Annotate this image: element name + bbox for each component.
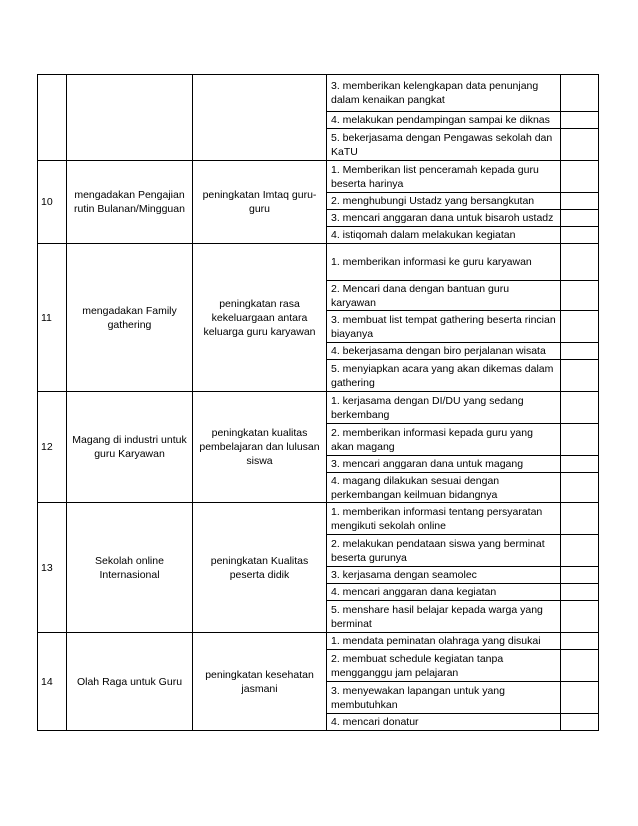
activity-cell xyxy=(67,75,193,161)
table-row xyxy=(38,392,599,424)
row-number: 14 xyxy=(38,633,67,731)
empty-cell xyxy=(561,633,599,650)
goal-cell: peningkatan kualitas pembelajaran dan lulusan siswa xyxy=(193,392,327,503)
empty-cell xyxy=(561,650,599,682)
step-cell: 4. mencari donatur xyxy=(327,714,561,731)
row-number: 10 xyxy=(38,161,67,244)
step-cell: 1. memberikan informasi tentang persyaratan mengikuti sekolah online xyxy=(327,503,561,535)
empty-cell xyxy=(561,535,599,567)
step-cell: 2. membuat schedule kegiatan tanpa mengganggu jam pelajaran xyxy=(327,650,561,682)
step-cell: 3. menyewakan lapangan untuk yang membutuhkan xyxy=(327,682,561,714)
step-cell: 2. memberikan informasi kepada guru yang akan magang xyxy=(327,424,561,456)
empty-cell xyxy=(561,75,599,112)
table-row xyxy=(38,75,599,112)
step-cell: 2. Mencari dana dengan bantuan guru karyawan xyxy=(327,281,561,311)
goal-cell xyxy=(193,75,327,161)
empty-cell xyxy=(561,584,599,601)
step-cell: 3. membuat list tempat gathering beserta rincian biayanya xyxy=(327,311,561,343)
activity-cell: Olah Raga untuk Guru xyxy=(67,633,193,731)
table-row xyxy=(38,244,599,281)
activity-cell: mengadakan Family gathering xyxy=(67,244,193,392)
step-cell: 4. mencari anggaran dana kegiatan xyxy=(327,584,561,601)
empty-cell xyxy=(561,392,599,424)
goal-cell: peningkatan rasa kekeluargaan antara keluarga guru karyawan xyxy=(193,244,327,392)
step-cell: 1. memberikan informasi ke guru karyawan xyxy=(327,244,561,281)
step-cell: 4. bekerjasama dengan biro perjalanan wisata xyxy=(327,343,561,360)
step-cell: 1. kerjasama dengan DI/DU yang sedang berkembang xyxy=(327,392,561,424)
row-number: 12 xyxy=(38,392,67,503)
empty-cell xyxy=(561,473,599,503)
empty-cell xyxy=(561,567,599,584)
step-cell: 5. menshare hasil belajar kepada warga yang berminat xyxy=(327,601,561,633)
row-number: 13 xyxy=(38,503,67,633)
goal-cell: peningkatan Imtaq guru-guru xyxy=(193,161,327,244)
empty-cell xyxy=(561,343,599,360)
step-cell: 3. kerjasama dengan seamolec xyxy=(327,567,561,584)
table-row xyxy=(38,503,599,535)
step-cell: 1. mendata peminatan olahraga yang disukai xyxy=(327,633,561,650)
empty-cell xyxy=(561,503,599,535)
step-cell: 5. bekerjasama dengan Pengawas sekolah dan KaTU xyxy=(327,129,561,161)
activity-cell: Magang di industri untuk guru Karyawan xyxy=(67,392,193,503)
activity-cell: Sekolah online Internasional xyxy=(67,503,193,633)
program-table xyxy=(37,74,599,731)
empty-cell xyxy=(561,244,599,281)
table-row xyxy=(38,633,599,650)
empty-cell xyxy=(561,311,599,343)
empty-cell xyxy=(561,129,599,161)
empty-cell xyxy=(561,714,599,731)
goal-cell: peningkatan Kualitas peserta didik xyxy=(193,503,327,633)
empty-cell xyxy=(561,112,599,129)
empty-cell xyxy=(561,227,599,244)
empty-cell xyxy=(561,360,599,392)
empty-cell xyxy=(561,281,599,311)
step-cell: 5. menyiapkan acara yang akan dikemas dalam gathering xyxy=(327,360,561,392)
goal-cell: peningkatan kesehatan jasmani xyxy=(193,633,327,731)
step-cell: 4. istiqomah dalam melakukan kegiatan xyxy=(327,227,561,244)
step-cell: 4. magang dilakukan sesuai dengan perkembangan keilmuan bidangnya xyxy=(327,473,561,503)
empty-cell xyxy=(561,210,599,227)
empty-cell xyxy=(561,161,599,193)
step-cell: 3. mencari anggaran dana untuk magang xyxy=(327,456,561,473)
empty-cell xyxy=(561,193,599,210)
step-cell: 4. melakukan pendampingan sampai ke diknas xyxy=(327,112,561,129)
empty-cell xyxy=(561,424,599,456)
empty-cell xyxy=(561,456,599,473)
row-number: 11 xyxy=(38,244,67,392)
step-cell: 2. menghubungi Ustadz yang bersangkutan xyxy=(327,193,561,210)
activity-cell: mengadakan Pengajian rutin Bulanan/Mingguan xyxy=(67,161,193,244)
step-cell: 2. melakukan pendataan siswa yang berminat beserta gurunya xyxy=(327,535,561,567)
empty-cell xyxy=(561,601,599,633)
row-number xyxy=(38,75,67,161)
empty-cell xyxy=(561,682,599,714)
step-cell: 3. memberikan kelengkapan data penunjang dalam kenaikan pangkat xyxy=(327,75,561,112)
step-cell: 3. mencari anggaran dana untuk bisaroh ustadz xyxy=(327,210,561,227)
step-cell: 1. Memberikan list penceramah kepada guru beserta harinya xyxy=(327,161,561,193)
table-row xyxy=(38,161,599,193)
